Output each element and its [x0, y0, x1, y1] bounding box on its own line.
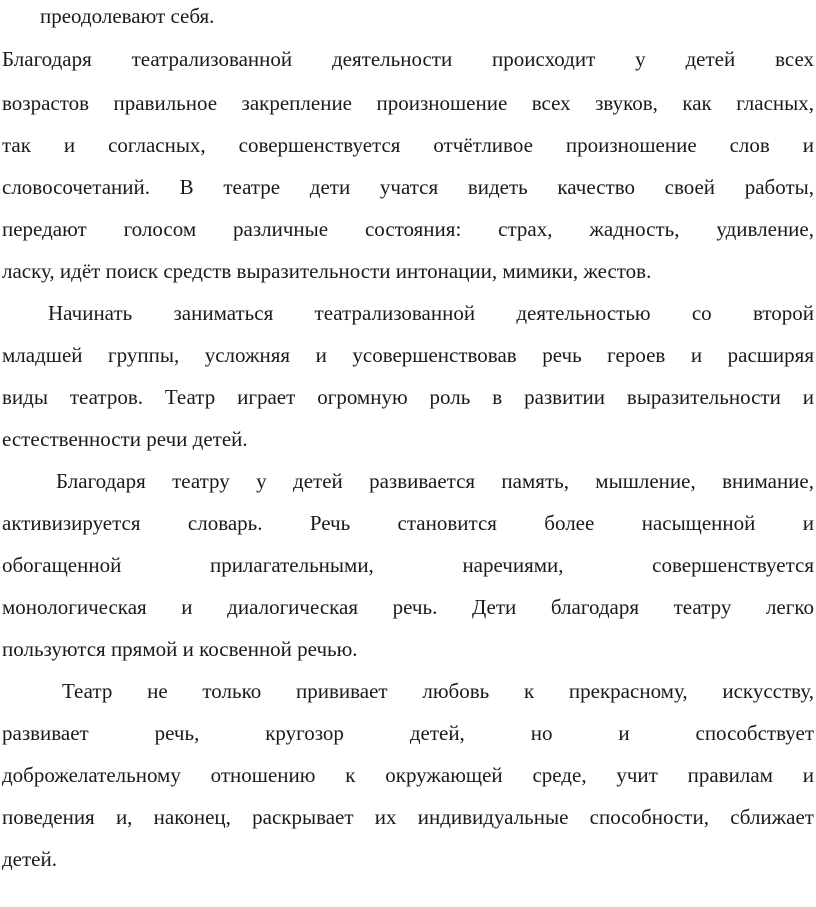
text-line: развивает речь, кругозор детей, но и способствует	[2, 721, 814, 745]
text-line: младшей группы, усложняя и усовершенствовав речь героев и расширяя	[2, 343, 814, 367]
text-line: преодолевают себя.	[40, 4, 215, 28]
text-line: пользуются прямой и косвенной речью.	[2, 637, 358, 661]
text-line: ласку, идёт поиск средств выразительности интонации, мимики, жестов.	[2, 259, 652, 283]
text-line: Театр не только прививает любовь к прекрасному, искусству,	[62, 679, 814, 703]
text-line: Благодаря театру у детей развивается память, мышление, внимание,	[56, 469, 814, 493]
text-line: естественности речи детей.	[2, 427, 248, 451]
text-line: детей.	[2, 847, 57, 871]
text-line: передают голосом различные состояния: страх, жадность, удивление,	[2, 217, 814, 241]
text-line: активизируется словарь. Речь становится более насыщенной и	[2, 511, 814, 535]
text-line: обогащенной прилагательными, наречиями, совершенствуется	[2, 553, 814, 577]
text-line: виды театров. Театр играет огромную роль в развитии выразительности и	[2, 385, 814, 409]
text-line: так и согласных, совершенствуется отчётливое произношение слов и	[2, 133, 814, 157]
text-line: возрастов правильное закрепление произношение всех звуков, как гласных,	[2, 91, 814, 115]
text-line: Начинать заниматься театрализованной деятельностью со второй	[48, 301, 814, 325]
text-line: словосочетаний. В театре дети учатся видеть качество своей работы,	[2, 175, 814, 199]
text-line: поведения и, наконец, раскрывает их индивидуальные способности, сближает	[2, 805, 814, 829]
text-line: Благодаря театрализованной деятельности происходит у детей всех	[2, 47, 814, 71]
text-line: монологическая и диалогическая речь. Дети благодаря театру легко	[2, 595, 814, 619]
text-line: доброжелательному отношению к окружающей среде, учит правилам и	[2, 763, 814, 787]
